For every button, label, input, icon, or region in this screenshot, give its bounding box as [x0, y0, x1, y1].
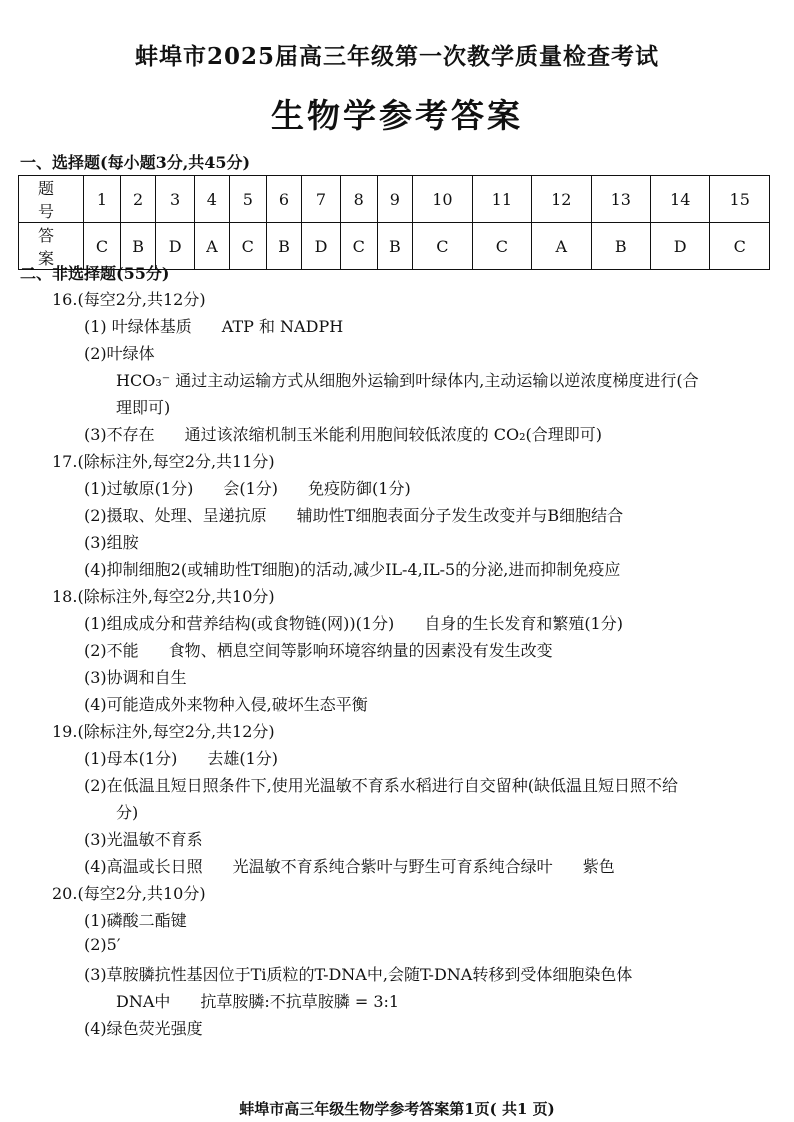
q19-answer-3: (3)光温敏不育系 — [84, 830, 203, 849]
answer-text: ATP 和 NADPH — [221, 317, 344, 336]
table-cell: 6 — [266, 176, 302, 223]
table-cell: C — [84, 223, 121, 270]
table-cell: B — [266, 223, 302, 270]
q19-answer-2-cont: 分) — [116, 803, 139, 822]
table-cell: B — [591, 223, 650, 270]
table-cell: D — [156, 223, 194, 270]
q19-answer-4 — [84, 854, 615, 877]
q18-answer-4: (4)可能造成外来物种入侵,破坏生态平衡 — [84, 695, 368, 714]
q17-answer-4: (4)抑制细胞2(或辅助性T细胞)的活动,减少IL-4,IL-5的分泌,进而抑制免疫应 — [84, 560, 621, 579]
table-cell: 7 — [302, 176, 340, 223]
q16-answer-2: (2)叶绿体 — [84, 344, 155, 363]
answer-text: 去雄(1分) — [207, 749, 279, 768]
table-cell: A — [194, 223, 229, 270]
table-cell: 13 — [591, 176, 650, 223]
answer-text: (4)高温或长日照 — [84, 857, 203, 876]
table-cell: D — [650, 223, 709, 270]
answer-table-number-row — [19, 176, 770, 223]
answer-text: (1)母本(1分) — [84, 749, 178, 768]
answer-text: 光温敏不育系纯合紫叶与野生可育系纯合绿叶 — [232, 857, 553, 876]
answer-text: (1) 叶绿体基质 — [84, 317, 192, 336]
q18-answer-2 — [84, 638, 553, 661]
answer-text: 免疫防御(1分) — [308, 479, 411, 498]
table-cell: C — [229, 223, 266, 270]
answer-text: DNA中 — [116, 992, 171, 1011]
answer-text: (1)过敏原(1分) — [84, 479, 194, 498]
table-cell: 15 — [710, 176, 770, 223]
table-cell: C — [710, 223, 770, 270]
page-footer: 蚌埠市高三年级生物学参考答案第1页( 共1 页) — [239, 1100, 555, 1118]
q18-answer-3: (3)协调和自生 — [84, 668, 187, 687]
answer-text: 辅助性T细胞表面分子发生改变并与B细胞结合 — [296, 506, 624, 525]
row-label-answer: 答 案 — [19, 223, 84, 270]
table-cell: 4 — [194, 176, 229, 223]
table-cell: 10 — [413, 176, 472, 223]
answer-text: (2)不能 — [84, 641, 139, 660]
table-cell: 11 — [472, 176, 531, 223]
q16-heading: 16.(每空2分,共12分) — [52, 290, 206, 309]
q20-answer-3: (3)草胺膦抗性基因位于Ti质粒的T-DNA中,会随T-DNA转移到受体细胞染色体 — [84, 965, 633, 984]
table-cell: 12 — [532, 176, 591, 223]
section1-heading: 一、选择题(每小题3分,共45分) — [20, 153, 251, 172]
q17-answer-1 — [84, 476, 411, 499]
table-cell: D — [302, 223, 340, 270]
q20-heading: 20.(每空2分,共10分) — [52, 884, 206, 903]
q18-answer-1 — [84, 611, 623, 634]
answer-text: (1)组成成分和营养结构(或食物链(网))(1分) — [84, 614, 395, 633]
table-cell: C — [340, 223, 377, 270]
q20-answer-2: (2)5′ — [84, 935, 121, 954]
answer-text: (3)不存在 — [84, 425, 155, 444]
table-cell: 3 — [156, 176, 194, 223]
table-cell: 5 — [229, 176, 266, 223]
answer-text: (2)摄取、处理、呈递抗原 — [84, 506, 267, 525]
answer-text: 抗草胺膦:不抗草胺膦 = 3:1 — [200, 992, 400, 1011]
answer-text: 自身的生长发育和繁殖(1分) — [424, 614, 623, 633]
answer-text: 食物、栖息空间等影响环境容纳量的因素没有发生改变 — [168, 641, 553, 660]
q19-answer-1 — [84, 746, 278, 769]
q17-answer-2 — [84, 503, 623, 526]
answer-text: 会(1分) — [223, 479, 279, 498]
table-cell: A — [532, 223, 591, 270]
q16-answer-1 — [84, 314, 343, 337]
q16-answer-2-detail-cont: 理即可) — [116, 398, 171, 417]
table-cell: 14 — [650, 176, 709, 223]
row-label-number: 题 号 — [19, 176, 84, 223]
q20-answer-1: (1)磷酸二酯键 — [84, 911, 187, 930]
table-cell: B — [120, 223, 156, 270]
table-cell: C — [472, 223, 531, 270]
table-cell: 2 — [120, 176, 156, 223]
q20-answer-4: (4)绿色荧光强度 — [84, 1019, 203, 1038]
table-cell: 8 — [340, 176, 377, 223]
q16-answer-3 — [84, 422, 602, 445]
q17-heading: 17.(除标注外,每空2分,共11分) — [52, 452, 275, 471]
q20-answer-3-cont — [116, 989, 399, 1012]
answer-text: 通过该浓缩机制玉米能利用胞间较低浓度的 CO₂(合理即可) — [184, 425, 603, 444]
q16-answer-2-detail: HCO₃⁻ 通过主动运输方式从细胞外运输到叶绿体内,主动运输以逆浓度梯度进行(合 — [116, 371, 699, 390]
q17-answer-3: (3)组胺 — [84, 533, 139, 552]
table-cell: 1 — [84, 176, 121, 223]
document-title: 蚌埠市2025届高三年级第一次教学质量检查考试 — [134, 43, 659, 70]
table-cell: C — [413, 223, 472, 270]
q18-heading: 18.(除标注外,每空2分,共10分) — [52, 587, 275, 606]
q19-answer-2: (2)在低温且短日照条件下,使用光温敏不育系水稻进行自交留种(缺低温且短日照不给 — [84, 776, 678, 795]
document-subtitle: 生物学参考答案 — [271, 96, 523, 135]
section2-heading: 二、非选择题(55分) — [20, 264, 170, 283]
answer-text: 紫色 — [582, 857, 615, 876]
q19-heading: 19.(除标注外,每空2分,共12分) — [52, 722, 275, 741]
answer-table — [18, 175, 770, 270]
table-cell: B — [377, 223, 413, 270]
table-cell: 9 — [377, 176, 413, 223]
